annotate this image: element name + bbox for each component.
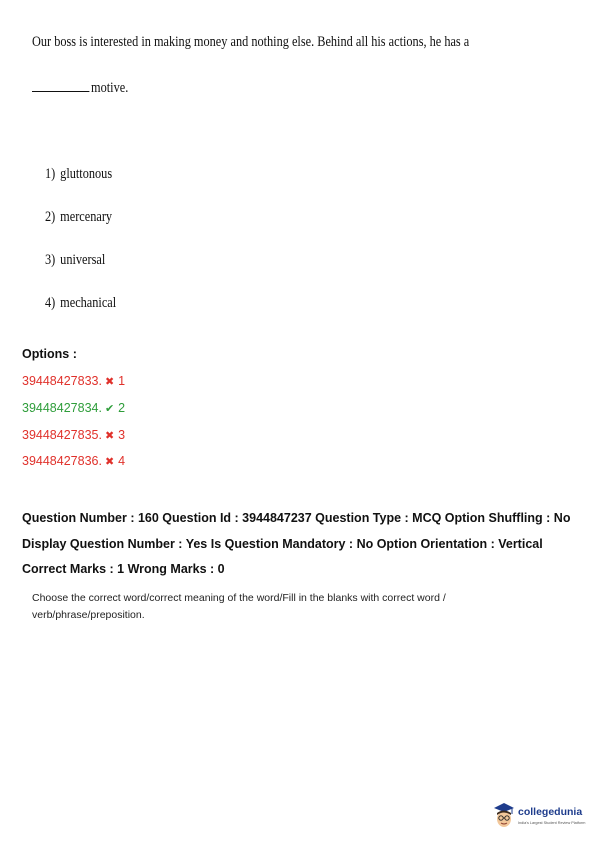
question-line-2-text: motive.: [91, 80, 129, 96]
option-row-4: [22, 454, 125, 468]
choice-1: [45, 166, 112, 183]
choice-number: 1): [45, 166, 56, 182]
question-description: Choose the correct word/correct meaning of the word/Fill in the blanks with correct word / verb/phrase/preposition.: [32, 592, 446, 621]
option-row-3: [22, 428, 125, 442]
choice-number: 3): [45, 252, 56, 268]
option-id: 39448427835.: [22, 428, 102, 442]
cross-icon: ✖: [104, 376, 115, 388]
option-number: 3: [118, 428, 126, 442]
choice-number: 2): [45, 209, 56, 225]
logo-brand-name: collegedunia: [518, 806, 583, 818]
question-meta-line-2: Display Question Number : Yes Is Question Mandatory : No Option Orientation : Vertical: [22, 537, 543, 551]
choice-text: mechanical: [60, 295, 117, 311]
mascot-face-icon: [492, 802, 516, 830]
check-icon: ✔: [104, 403, 115, 415]
option-row-2: [22, 401, 125, 415]
question-line-2: [32, 80, 128, 97]
choice-text: gluttonous: [60, 166, 113, 182]
question-meta-line-3: Correct Marks : 1 Wrong Marks : 0: [22, 562, 225, 576]
fill-in-blank: [32, 91, 89, 92]
cross-icon: ✖: [104, 456, 115, 468]
option-id: 39448427833.: [22, 374, 102, 388]
option-number: 1: [118, 374, 126, 388]
question-line-1: Our boss is interested in making money and nothing else. Behind all his actions, he has a: [32, 34, 470, 50]
logo-tagline: India's Largest Student Review Platform: [518, 821, 586, 825]
choice-text: mercenary: [60, 209, 113, 225]
question-meta-line-1: Question Number : 160 Question Id : 3944847237 Question Type : MCQ Option Shuffling : No: [22, 511, 571, 525]
option-number: 4: [118, 454, 126, 468]
choice-text: universal: [60, 252, 106, 268]
choice-4: [45, 295, 116, 312]
options-heading: Options :: [22, 347, 77, 361]
option-row-1: [22, 374, 125, 388]
choice-2: [45, 209, 112, 226]
choice-3: [45, 252, 105, 269]
choice-number: 4): [45, 295, 56, 311]
collegedunia-logo: [492, 800, 590, 836]
option-id: 39448427836.: [22, 454, 102, 468]
option-number: 2: [118, 401, 126, 415]
cross-icon: ✖: [104, 430, 115, 442]
option-id: 39448427834.: [22, 401, 102, 415]
